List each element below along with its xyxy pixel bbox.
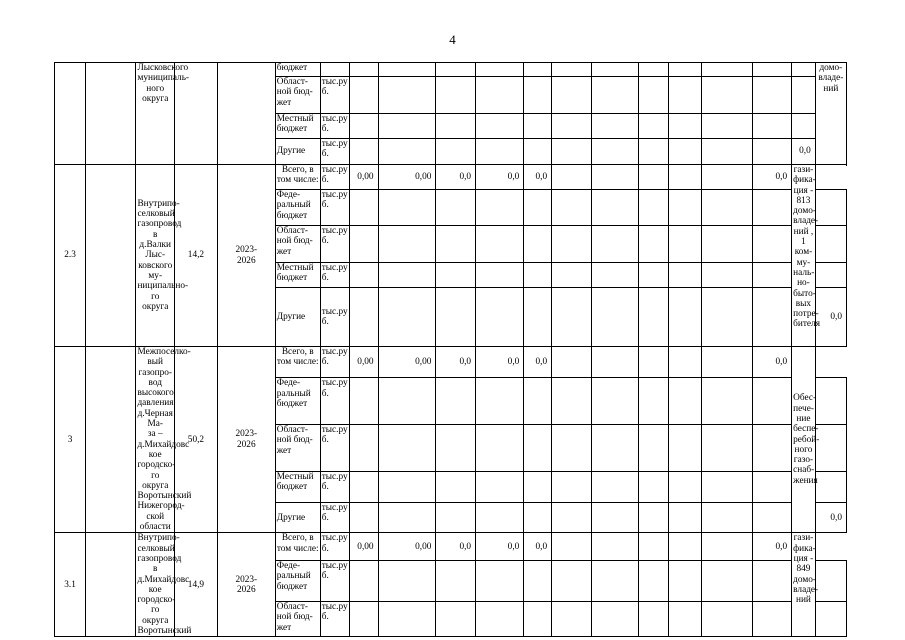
- value-cell: 0,0: [752, 347, 792, 378]
- unit-cell: тыс.ру б.: [320, 263, 349, 288]
- unit-cell: тыс.ру б.: [320, 601, 349, 636]
- object-name-cell: Внутрипо- селковый газопровод в д.Валки Лыс- ковского му- ниципально- го округа: [136, 165, 175, 347]
- funding-source-cell: Другие: [275, 288, 320, 347]
- row-number-cell: 3: [55, 347, 86, 533]
- object-name-cell: Межпоселко- вый газопро- вод высокого давления д.Черная Ма- за – д.Михайдовс кое городско- го округа Воротынский Нижегород- ской области: [137, 347, 192, 533]
- unit-cell: тыс.ру б.: [320, 139, 349, 165]
- value-cell: 0,00: [349, 533, 378, 561]
- value-cell: 0,0: [524, 533, 552, 561]
- value-cell: 0,0: [752, 165, 792, 190]
- funding-source-cell: Всего, в том числе:: [275, 347, 320, 378]
- unit-cell: тыс.ру б.: [320, 288, 349, 347]
- unit-cell: тыс.ру б.: [320, 471, 349, 502]
- value-cell: 0,0: [792, 139, 816, 165]
- length-cell: 14,9: [175, 533, 218, 637]
- program-table: [54, 62, 847, 637]
- value-cell: 0,0: [815, 288, 846, 347]
- unit-cell: тыс.ру б.: [320, 114, 349, 139]
- table-row: [55, 165, 847, 190]
- years-cell: 2023- 2026: [217, 533, 275, 637]
- value-cell: 0,00: [378, 533, 436, 561]
- object-name-cell: Внутрипо- селковый газопровод в д.Михайдовс кое городско- го округа Воротынский: [137, 533, 192, 637]
- unit-cell: тыс.ру б.: [320, 425, 349, 472]
- funding-source-cell: Феде- ральный бюджет: [275, 561, 320, 602]
- unit-cell: тыс.ру б.: [320, 226, 349, 263]
- value-cell: 0,0: [476, 533, 524, 561]
- table-row: [55, 347, 847, 378]
- value-cell: 0,00: [349, 165, 378, 190]
- funding-source-cell: Област- ной бюд- жет: [275, 226, 320, 263]
- unit-cell: тыс.ру б.: [320, 77, 349, 114]
- value-cell: 0,00: [378, 347, 436, 378]
- funding-source-cell: Феде- ральный бюджет: [275, 190, 320, 226]
- funding-source-cell: Област- ной бюд- жет: [275, 77, 320, 114]
- unit-cell: тыс.ру б.: [320, 190, 349, 226]
- row-number-cell: 2.3: [55, 165, 86, 347]
- unit-cell: тыс.ру б.: [320, 503, 349, 533]
- table-row: [55, 63, 847, 77]
- page-number: 4: [449, 32, 456, 47]
- funding-source-cell: Област- ной бюд- жет: [275, 601, 320, 636]
- length-cell: 50,2: [175, 347, 218, 533]
- value-cell: 0,0: [752, 533, 792, 561]
- value-cell: 0,0: [436, 533, 476, 561]
- result-cell: домо- владе- ний: [815, 63, 846, 165]
- value-cell: 0,0: [476, 165, 524, 190]
- funding-source-cell: Феде- ральный бюджет: [275, 378, 320, 425]
- funding-source-cell: бюджет: [275, 63, 320, 77]
- table-row: [55, 533, 847, 561]
- result-cell: гази- фика- ция - 813 домо- владе- ний , 1 ком- му- наль- но- быто- вых потре- бителя: [792, 165, 816, 347]
- value-cell: 0,0: [436, 347, 476, 378]
- funding-source-cell: Всего, в том числе:: [275, 533, 320, 561]
- value-cell: 0,0: [815, 503, 846, 533]
- funding-source-cell: Област- ной бюд- жет: [275, 425, 320, 472]
- result-cell: Обес- пече- ние беспе- ребой- ного газо- снаб- жения: [792, 347, 816, 533]
- length-cell: 14,2: [175, 165, 218, 347]
- value-cell: 0,0: [524, 165, 552, 190]
- unit-cell: тыс.ру б.: [320, 561, 349, 602]
- funding-source-cell: Местный бюджет: [275, 114, 320, 139]
- result-cell: гази- фика- ция - 849 домо- владе- ний: [792, 533, 816, 637]
- funding-source-cell: Другие: [275, 139, 320, 165]
- value-cell: 0,00: [349, 347, 378, 378]
- unit-cell: тыс.ру б.: [320, 347, 349, 378]
- funding-source-cell: Всего, в том числе:: [275, 165, 320, 190]
- funding-source-cell: Местный бюджет: [275, 471, 320, 502]
- years-cell: 2023- 2026: [217, 165, 275, 347]
- value-cell: 0,0: [436, 165, 476, 190]
- unit-cell: тыс.ру б.: [320, 165, 349, 190]
- unit-cell: тыс.ру б.: [320, 378, 349, 425]
- unit-cell: тыс.ру б.: [320, 533, 349, 561]
- funding-source-cell: Местный бюджет: [275, 263, 320, 288]
- funding-source-cell: Другие: [275, 503, 320, 533]
- object-name-cell: Лысковского муниципаль- ного округа: [136, 63, 175, 165]
- value-cell: 0,0: [476, 347, 524, 378]
- value-cell: 0,0: [524, 347, 552, 378]
- value-cell: 0,00: [378, 165, 436, 190]
- years-cell: 2023- 2026: [217, 347, 275, 533]
- row-number-cell: 3.1: [55, 533, 86, 637]
